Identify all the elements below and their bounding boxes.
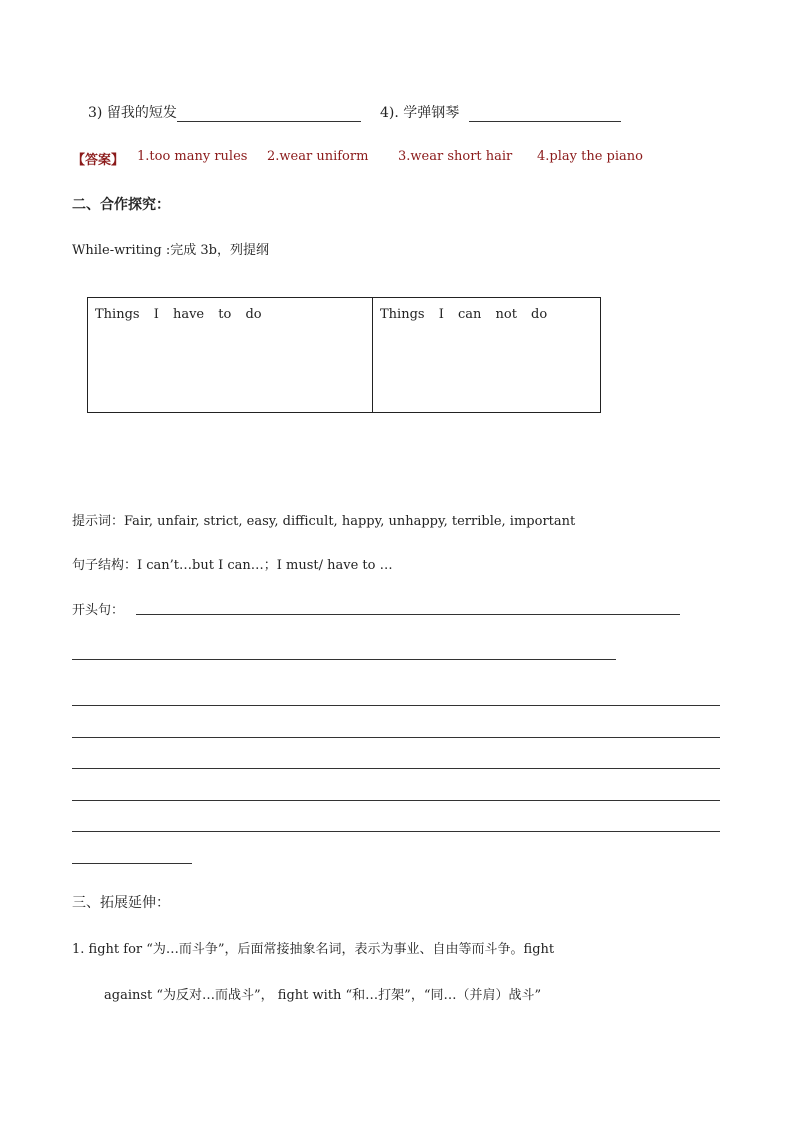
answer-1: 1.too many rules xyxy=(137,149,248,164)
item-4-label: 4). 学弹钢琴 xyxy=(380,105,460,121)
exercise-item-4 xyxy=(380,102,621,122)
hint-words: 提示词：Fair, unfair, strict, easy, difficult, happy, unhappy, terrible, important xyxy=(72,514,576,529)
writing-line[interactable] xyxy=(72,659,616,660)
outline-table xyxy=(87,297,601,413)
writing-line[interactable] xyxy=(72,705,720,706)
writing-instruction: While-writing :完成 3b，列提纲 xyxy=(72,243,269,258)
writing-line[interactable] xyxy=(72,768,720,769)
section-3-title: 三、拓展延伸： xyxy=(72,895,170,911)
writing-line[interactable] xyxy=(72,831,720,832)
note-1-line-1: 1. fight for “为…而斗争”，后面常接抽象名词，表示为事业、自由等而斗争。fight xyxy=(72,942,555,957)
note-1-line-2: against “为反对…而战斗”， fight with “和…打架”，“同…（并肩）战斗” xyxy=(104,988,542,1003)
opening-sentence-line[interactable] xyxy=(136,614,680,615)
sentence-structure: 句子结构：I can’t…but I can…；I must/ have to … xyxy=(72,558,393,573)
exercise-item-3 xyxy=(88,102,361,122)
answer-3: 3.wear short hair xyxy=(398,149,513,164)
answer-2: 2.wear uniform xyxy=(267,149,369,164)
col-have-to-header: Things I have to do xyxy=(95,307,262,322)
writing-line[interactable] xyxy=(72,800,720,801)
answer-4: 4.play the piano xyxy=(537,149,643,164)
item-3-blank[interactable] xyxy=(177,107,361,122)
col-can-not-header: Things I can not do xyxy=(380,307,548,322)
writing-line[interactable] xyxy=(72,737,720,738)
item-3-label: 3) 留我的短发 xyxy=(88,105,177,121)
item-4-blank[interactable] xyxy=(469,107,621,122)
writing-line[interactable] xyxy=(72,863,192,864)
outline-cell-have-to[interactable] xyxy=(88,298,373,413)
outline-cell-can-not[interactable] xyxy=(373,298,601,413)
opening-label: 开头句： xyxy=(72,603,125,618)
section-2-title: 二、合作探究： xyxy=(72,197,170,213)
answer-line xyxy=(72,149,124,168)
answer-tag: 【答案】 xyxy=(72,153,125,168)
